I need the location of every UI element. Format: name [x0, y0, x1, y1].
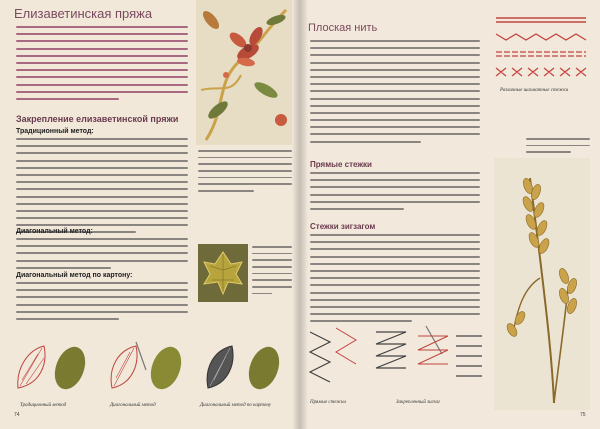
leaf-diagram-icon: [207, 346, 233, 388]
page-title: Плоская нить: [308, 22, 378, 34]
leaf-diagram-icon: [111, 342, 146, 388]
ivy-leaf-sample: [198, 244, 248, 302]
wheat-embroidery-icon: [494, 158, 590, 410]
wheat-embroidery-photo: [494, 158, 590, 410]
subhead-diagonal-card: Диагональный метод по картону:: [16, 272, 133, 279]
diagonal-card-paragraph: [16, 282, 188, 325]
flower-embroidery-icon: [196, 0, 292, 145]
book-gutter: [292, 0, 308, 429]
intro-paragraph: [16, 26, 188, 105]
flat-thread-paragraph: [310, 40, 480, 148]
zigzag-diagrams: [306, 322, 486, 396]
caption-straight: Прямые стежки: [310, 400, 346, 405]
section-title-zigzag: Стежки зигзагом: [310, 222, 376, 231]
caption-diagonal: Диагональный метод: [110, 403, 156, 408]
diagonal-paragraph: [16, 238, 188, 274]
straight-stitch-paragraph: [310, 172, 480, 215]
ivy-caption-text: [252, 246, 292, 300]
ivy-leaf-icon: [198, 244, 248, 302]
leaf-diagrams: [12, 340, 292, 398]
figure-caption-text: [198, 150, 292, 197]
wheat-caption-text: [526, 138, 590, 158]
subhead-traditional: Традиционный метод:: [16, 128, 94, 135]
traditional-paragraph: [16, 138, 188, 239]
right-page: [300, 0, 600, 429]
caption-traditional: Традиционный метод: [20, 403, 67, 408]
section-title: Закрепление елизаветинской пряжи: [16, 114, 179, 124]
subhead-diagonal: Диагональный метод:: [16, 228, 93, 235]
leaf-diagram-icon: [18, 346, 45, 388]
section-title-straight: Прямые стежки: [310, 160, 372, 169]
page-title: Елизаветинская пряжа: [14, 6, 153, 21]
checker-stitch-samples: [492, 10, 592, 82]
stitch-caption: Различные шахматные стежки: [500, 88, 569, 93]
page-number-right: 75: [580, 412, 586, 418]
zigzag-paragraph: [310, 234, 480, 327]
page-number-left: 74: [14, 412, 20, 418]
caption-diagonal-card: Диагональный метод по картону: [200, 403, 272, 408]
flower-embroidery-photo: [196, 0, 292, 145]
caption-fixed-zigzag: Закрепленный зигзаг: [396, 400, 440, 405]
